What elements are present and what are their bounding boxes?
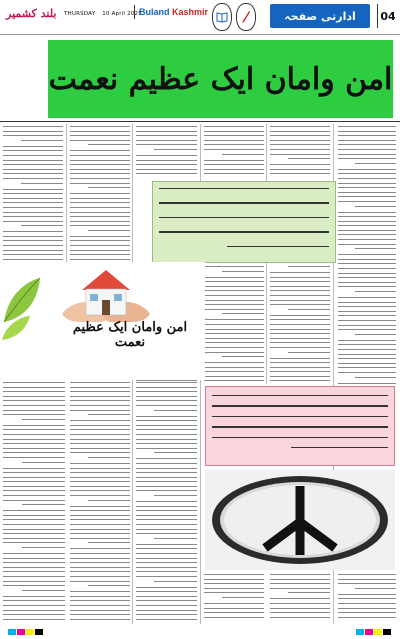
text-column — [3, 126, 63, 260]
pull-quote-box — [152, 181, 336, 263]
paper-name-first: Buland — [139, 7, 170, 17]
text-column — [270, 126, 330, 178]
text-column — [270, 574, 330, 622]
text-column — [338, 574, 396, 622]
pen-hand-icon — [236, 3, 256, 31]
pull-quote-box-secondary — [205, 386, 395, 466]
color-swatches-right — [356, 620, 392, 639]
text-column — [3, 382, 65, 622]
text-column — [204, 574, 264, 622]
text-column — [136, 382, 197, 622]
column-rule — [66, 124, 67, 264]
section-banner: ادارتی صفحہ — [270, 4, 370, 28]
peace-symbol-icon — [205, 470, 395, 570]
paper-name — [134, 5, 208, 19]
page-number: 04 — [377, 4, 398, 28]
text-column — [270, 266, 330, 384]
pull-quote-text — [159, 188, 329, 260]
text-column — [136, 126, 197, 178]
pull-quote-text — [212, 395, 388, 457]
issue-date: 10 April 2025 — [102, 11, 142, 17]
text-column — [70, 126, 130, 260]
brand-logo: بلند کشمیر — [6, 7, 57, 20]
peace-symbol-image — [205, 470, 395, 570]
sub-headline: امن وامان ایک عظیم نعمت — [72, 320, 188, 350]
book-icon — [212, 3, 232, 31]
text-column — [338, 126, 396, 384]
paper-name-second: Kashmir — [172, 7, 209, 17]
headline-text: امن وامان ایک عظیم نعمت — [48, 61, 393, 97]
weekday: THURSDAY — [64, 11, 96, 17]
text-column — [204, 266, 264, 384]
leaf-icon — [2, 278, 40, 340]
text-column — [70, 382, 130, 622]
print-color-strip — [0, 624, 400, 635]
text-column — [204, 126, 264, 178]
headline-rule — [0, 121, 400, 122]
headline-box — [48, 40, 393, 118]
color-swatches-left — [8, 620, 44, 639]
